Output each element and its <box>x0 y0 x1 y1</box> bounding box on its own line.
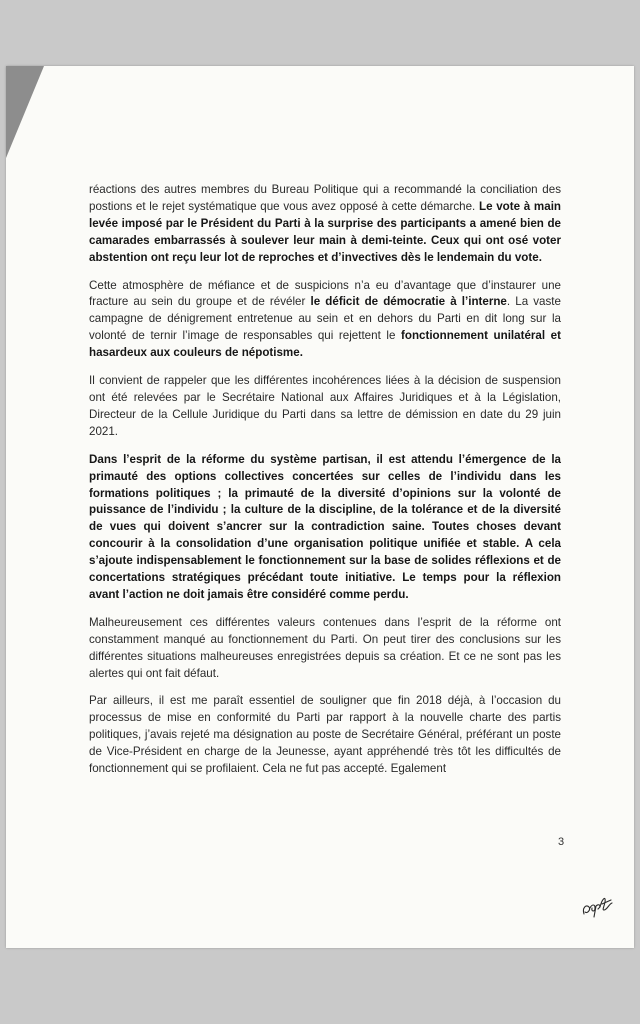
paragraph-3 <box>89 373 561 441</box>
text-run: Par ailleurs, il est me paraît essentiel de souligner que fin 2018 déjà, à l’occasion du processus de mise en conformité du Parti par rapport à la nouvelle charte des partis politiques, j’avais rejeté ma désignation au poste de Secrétaire Général, préférant un poste de Vice-Président en charge de la Jeunesse, ayant appréhendé très tôt les difficultés de fonctionnement qui se profilaient. Cela ne fut pas accepté. Egalement <box>89 694 561 776</box>
text-run: Cette atmosphère de méfiance et de suspicions n’a eu d’avantage que d’instaurer une fracture au sein du groupe et de révéler <box>89 278 561 309</box>
text-run: Il convient de rappeler que les différentes incohérences liées à la décision de suspension ont été relevées par le Secrétaire National aux Affaires Juridiques et à la Législation, Directeur de la Cellule Juridique du Parti dans sa lettre de démission en date du 29 juin 2021. <box>89 374 561 438</box>
folded-corner <box>6 66 44 158</box>
document-body <box>89 182 561 789</box>
text-run: réactions des autres membres du Bureau Politique qui a recommandé la conciliation des postions et le rejet systématique que vous avez opposé à cette démarche. <box>89 183 561 213</box>
document-page <box>6 66 634 948</box>
paragraph-6 <box>89 693 561 778</box>
page-number: 3 <box>558 836 565 848</box>
text-run: Malheureusement ces différentes valeurs contenues dans l’esprit de la réforme ont constamment manqué au fonctionnement du Parti. On peut tirer des conclusions sur les différentes situations malheureuses enregistrées depuis sa création. Et ce ne sont pas les alertes qui ont fait défaut. <box>89 615 561 680</box>
text-run: Le vote à main levée imposé par le Président du Parti à la surprise des participants a amené bien de camarades embarrassés à soulever leur main à demi-teinte. Ceux qui ont osé voter abstention ont reçu leur lot de reproches et d’invectives dès le lendemain du vote. <box>89 199 561 264</box>
text-run: fonctionnement unilatéral et hasardeux aux couleurs de népotisme. <box>89 329 561 360</box>
paragraph-4 <box>89 452 561 604</box>
paragraph-2 <box>89 278 561 363</box>
paragraph-1 <box>89 182 561 267</box>
paragraph-5 <box>89 615 561 683</box>
signature-mark <box>578 886 618 920</box>
text-run: le déficit de démocratie à l’interne <box>310 295 507 309</box>
text-run: . La vaste campagne de dénigrement entretenue au sein et en dehors du Parti en dit long sur la volonté de ternir l’image de responsables qui rejettent le <box>89 295 561 343</box>
text-run: Dans l’esprit de la réforme du système partisan, il est attendu l’émergence de la primauté des options collectives concertées sur celles de l’individu dans les formations politiques ; la primauté de la diversité d’opinions sur la volonté de puissance de l’individu ; la culture de la discipline, de la tolérance et de la diversité de vues qui doivent s’ancrer sur la contradiction saine. Toutes choses devant concourir à la consolidation d’une organisation politique unifiée et stable. A cela s’ajoute indispensablement le fonctionnement sur la base de solides réflexions et de concertations stratégiques précédant toute initiative. Le temps pour la réflexion avant l’action ne doit jamais être considéré comme perdu. <box>89 452 561 601</box>
